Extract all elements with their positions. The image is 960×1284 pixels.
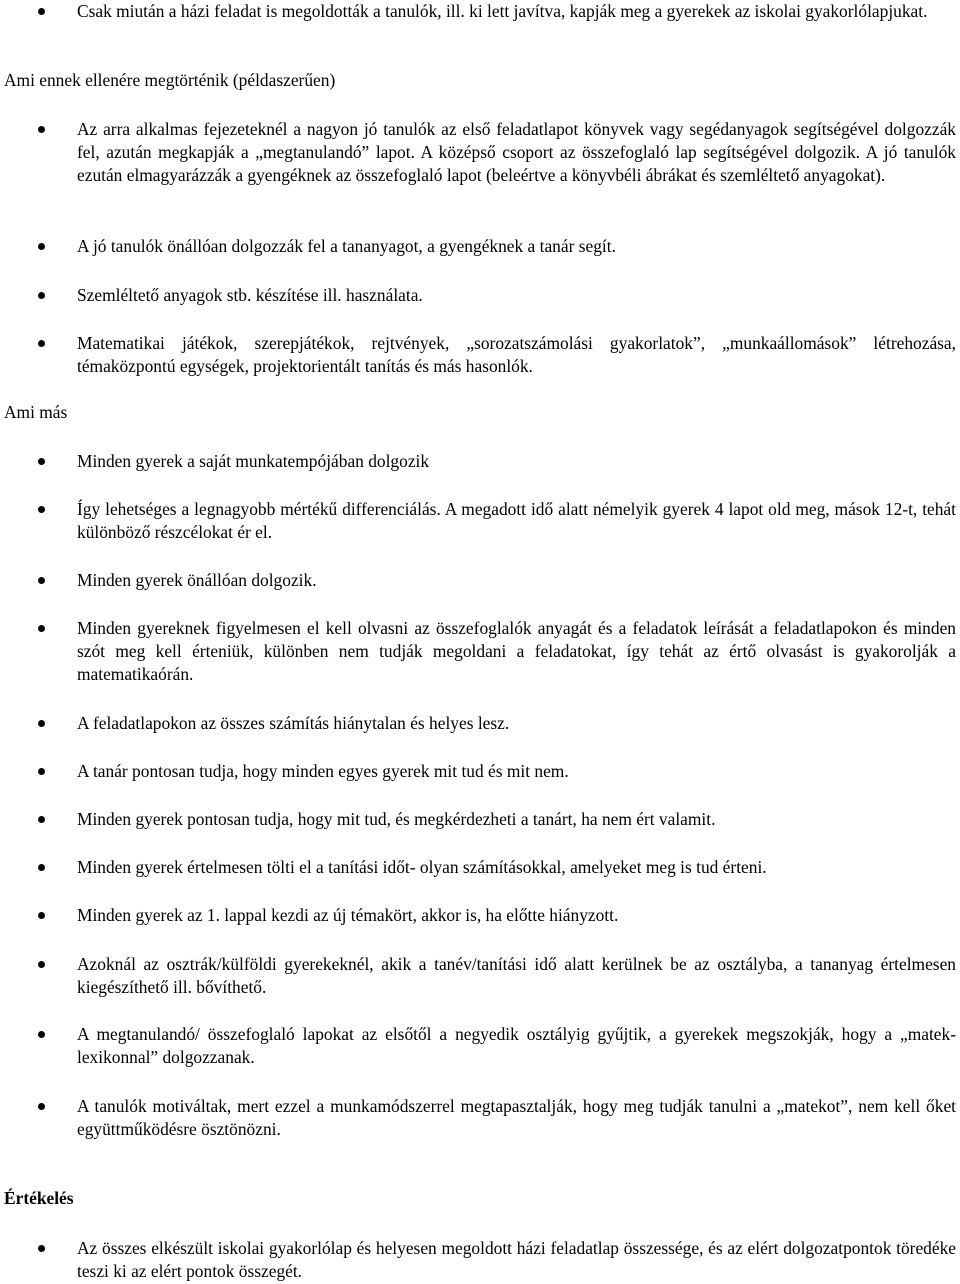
section-heading-evaluation: Értékelés [4, 1188, 74, 1208]
list-item-text: Az arra alkalmas fejezeteknél a nagyon jó tanulók az első feladatlapot könyvek vagy segédanyagok segítségével dolgozzák fel, azután megkapják a „megtanulandó” lapot. A középső csoport az összefoglaló lap segítségével dolgozik. A jó tanulók ezután elmagyarázzák a gyengéknek az összefoglaló lapot (beleértve a könyvbéli ábrákat és szemléltető anyagokat). [77, 119, 956, 185]
list-item-text: Így lehetséges a legnagyobb mértékű differenciálás. A megadott idő alatt némelyik gyerek 4 lapot old meg, mások 12-t, tehát különböző részcélokat ér el. [77, 499, 956, 542]
bullet-dot-icon [38, 625, 45, 632]
list-item-text: Az összes elkészült iskolai gyakorlólap és helyesen megoldott házi feladatlap összessége, és az elért dolgozatpontok töredéke teszi ki az elért pontok összegét. [77, 1238, 956, 1281]
list-item-text: Csak miután a házi feladat is megoldották a tanulók, ill. ki lett javítva, kapják meg a gyerekek az iskolai gyakorlólapjukat. [77, 1, 928, 21]
list-item-text: A tanulók motiváltak, mert ezzel a munkamódszerrel megtapasztalják, hogy meg tudják tanulni a „matekot”, nem kell őket együttműködésre ösztönözni. [77, 1096, 956, 1139]
list-item-text: Szemléltető anyagok stb. készítése ill. használata. [77, 285, 423, 305]
bullet-dot-icon [38, 292, 45, 299]
bullet-dot-icon [38, 720, 45, 727]
section-heading-other: Ami más [4, 402, 68, 422]
bullet-dot-icon [38, 1103, 45, 1110]
bullet-dot-icon [38, 458, 45, 465]
list-item-text: A jó tanulók önállóan dolgozzák fel a tananyagot, a gyengéknek a tanár segít. [77, 236, 616, 256]
bullet-dot-icon [38, 243, 45, 250]
bullet-dot-icon [38, 126, 45, 133]
list-item-text: Azoknál az osztrák/külföldi gyerekeknél, akik a tanév/tanítási idő alatt kerülnek be az osztályba, a tananyag értelmesen kiegészíthető ill. bővíthető. [77, 954, 956, 997]
list-item-text: A tanár pontosan tudja, hogy minden egyes gyerek mit tud és mit nem. [77, 761, 569, 781]
bullet-dot-icon [38, 1245, 45, 1252]
list-item-text: Matematikai játékok, szerepjátékok, rejtvények, „sorozatszámolási gyakorlatok”, „munkaállomások” létrehozása, témaközpontú egységek, projektorientált tanítás és más hasonlók. [77, 333, 956, 376]
list-item-text: Minden gyereknek figyelmesen el kell olvasni az összefoglalók anyagát és a feladatok leírását a feladatlapokon és minden szót meg kell érteniük, különben nem tudják megoldani a feladatokat, így tehát az értő olvasást is gyakorolják a matematikaórán. [77, 618, 956, 684]
list-item-text: Minden gyerek önállóan dolgozik. [77, 570, 317, 590]
list-item-text: Minden gyerek az 1. lappal kezdi az új témakört, akkor is, ha előtte hiányzott. [77, 905, 619, 925]
bullet-dot-icon [38, 961, 45, 968]
bullet-dot-icon [38, 8, 45, 15]
bullet-dot-icon [38, 912, 45, 919]
bullet-dot-icon [38, 768, 45, 775]
bullet-dot-icon [38, 506, 45, 513]
bullet-dot-icon [38, 340, 45, 347]
bullet-dot-icon [38, 1031, 45, 1038]
list-item [0, 0, 956, 46]
list-item-text: A megtanulandó/ összefoglaló lapokat az elsőtől a negyedik osztályig gyűjtik, a gyerekek megszokják, hogy a „matek-lexikonnal” dolgozzanak. [77, 1024, 956, 1067]
bullet-dot-icon [38, 816, 45, 823]
section-heading-example: Ami ennek ellenére megtörténik (példaszerűen) [4, 70, 336, 90]
list-item-text: A feladatlapokon az összes számítás hiánytalan és helyes lesz. [77, 713, 510, 733]
list-item-text: Minden gyerek értelmesen tölti el a tanítási időt- olyan számításokkal, amelyeket meg is tud érteni. [77, 857, 767, 877]
bullet-dot-icon [38, 577, 45, 584]
list-item-text: Minden gyerek pontosan tudja, hogy mit tud, és megkérdezheti a tanárt, ha nem ért valamit. [77, 809, 716, 829]
bullet-dot-icon [38, 864, 45, 871]
list-item-text: Minden gyerek a saját munkatempójában dolgozik [77, 451, 430, 471]
